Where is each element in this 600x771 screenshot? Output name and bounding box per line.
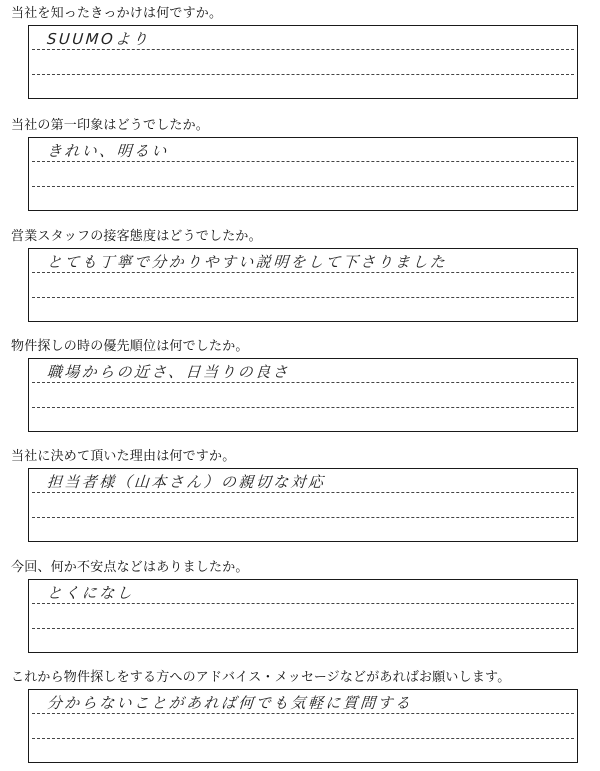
ruled-line <box>32 517 574 518</box>
ruled-line <box>32 49 574 50</box>
question-5: 当社に決めて頂いた理由は何ですか。 <box>11 449 236 464</box>
answer-box-6 <box>28 579 578 653</box>
ruled-line <box>32 74 574 75</box>
ruled-line <box>32 407 574 408</box>
answer-7: 分からないことがあれば何でも気軽に質問する <box>46 694 414 712</box>
ruled-line <box>32 628 574 629</box>
answer-6: とくになし <box>46 584 135 602</box>
answer-box-1 <box>28 25 578 99</box>
answer-4: 職場からの近さ、日当りの良さ <box>46 363 291 381</box>
answer-2: きれい、明るい <box>46 142 170 160</box>
answer-box-7 <box>28 689 578 763</box>
question-7: これから物件探しをする方へのアドバイス・メッセージなどがあればお願いします。 <box>11 670 511 685</box>
answer-box-3 <box>28 248 578 322</box>
answer-5: 担当者様（山本さん）の親切な対応 <box>46 473 327 491</box>
ruled-line <box>32 297 574 298</box>
answer-box-4 <box>28 358 578 432</box>
answer-box-2 <box>28 137 578 211</box>
question-1: 当社を知ったきっかけは何ですか。 <box>11 6 223 21</box>
answer-3: とても丁寧で分かりやすい説明をして下さりました <box>46 253 448 271</box>
answer-box-5 <box>28 468 578 542</box>
ruled-line <box>32 713 574 714</box>
ruled-line <box>32 492 574 493</box>
question-2: 当社の第一印象はどうでしたか。 <box>11 118 210 133</box>
answer-1: SUUMOより <box>46 30 151 48</box>
ruled-line <box>32 186 574 187</box>
question-4: 物件探しの時の優先順位は何でしたか。 <box>11 339 249 354</box>
ruled-line <box>32 603 574 604</box>
ruled-line <box>32 161 574 162</box>
ruled-line <box>32 382 574 383</box>
question-3: 営業スタッフの接客態度はどうでしたか。 <box>11 229 262 244</box>
ruled-line <box>32 272 574 273</box>
ruled-line <box>32 738 574 739</box>
question-6: 今回、何か不安点などはありましたか。 <box>11 560 249 575</box>
